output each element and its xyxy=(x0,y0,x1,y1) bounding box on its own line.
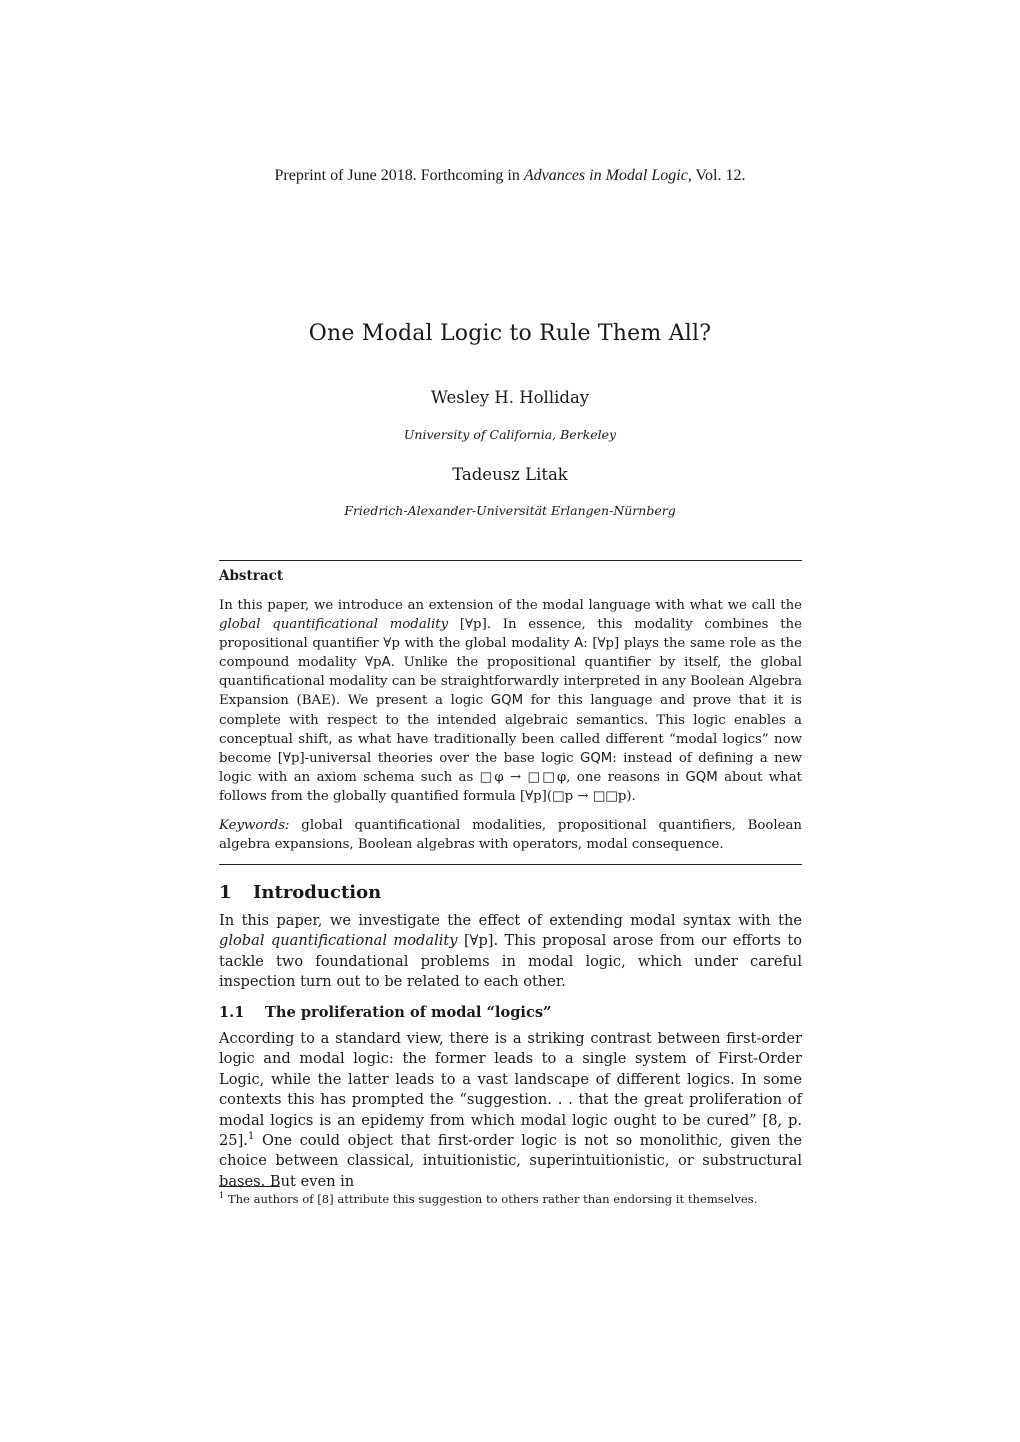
section-title: Introduction xyxy=(253,882,382,903)
author-affiliation: Friedrich-Alexander-Universität Erlangen-Nürnberg xyxy=(344,503,676,518)
abstract-text: In this paper, we introduce an extension of the modal language with what we call the global quantificational modality [∀p]. In essence, this modality combines the propositional quantifier ∀p with the global modality A: [∀p] plays the same role as the compound modality ∀pA. Unlike the propositional quantifier by itself, the global quantificational modality can be straightforwardly interpreted in any Boolean Algebra Expansion (BAE). We present a logic GQM for this language and prove that it is complete with respect to the intended algebraic semantics. This logic enables a conceptual shift, as what have traditionally been called different “modal logics” now become [∀p]-universal theories over the base logic GQM: instead of defining a new logic with an axiom schema such as □φ → □□φ, one reasons in GQM about what follows from the globally quantified formula [∀p](□p → □□p). xyxy=(219,598,802,804)
subsection-heading xyxy=(219,1004,551,1021)
keywords xyxy=(219,816,802,854)
venue-name: Advances in Modal Logic xyxy=(523,167,688,184)
preprint-prefix: Preprint of June 2018. Forthcoming in xyxy=(274,167,524,184)
section-number: 1 xyxy=(219,882,232,903)
intro-paragraph: In this paper, we investigate the effect of extending modal syntax with the global quantificational modality [∀p]. This proposal arose from our efforts to tackle two foundational problems in modal logic, which under careful inspection turn out to be related to each other. xyxy=(219,912,802,991)
abstract-heading: Abstract xyxy=(219,568,284,584)
keywords-text: global quantificational modalities, propositional quantifiers, Boolean algebra expansions, Boolean algebras with operators, modal consequence. xyxy=(219,818,802,853)
footnote xyxy=(219,1192,809,1206)
subsection-title: The proliferation of modal “logics” xyxy=(265,1004,552,1021)
abstract-top-rule xyxy=(219,560,802,561)
subsection-number: 1.1 xyxy=(219,1004,245,1021)
footnote-rule xyxy=(219,1186,280,1187)
subsection-paragraph: According to a standard view, there is a striking contrast between first-order logic and modal logic: the former leads to a single system of First-Order Logic, while the latter leads to a vast landscape of different logics. In some contexts this has prompted the “suggestion. . . that the great proliferation of modal logics is an epidemy from which modal logic ought to be cured” [8, p. 25].$^1$ One could object that first-order logic is not so monolithic, given the choice between classical, intuitionistic, superintuitionistic, or substructural bases. But even in xyxy=(219,1030,802,1190)
preprint-suffix: , Vol. 12. xyxy=(687,167,746,184)
author-name: Tadeusz Litak xyxy=(452,465,568,484)
author-name: Wesley H. Holliday xyxy=(430,388,590,407)
footnote-text: The authors of [8] attribute this suggestion to others rather than endorsing it themselves. xyxy=(227,1192,758,1206)
keywords-label: Keywords: xyxy=(219,818,290,833)
abstract-bottom-rule xyxy=(219,864,802,865)
preprint-note xyxy=(0,167,1020,185)
section-heading xyxy=(219,882,381,903)
author-affiliation: University of California, Berkeley xyxy=(403,427,617,442)
footnote-mark: 1 xyxy=(219,1190,225,1201)
paper-title: One Modal Logic to Rule Them All? xyxy=(308,321,712,346)
footnote-reference[interactable]: 1 xyxy=(247,1131,255,1143)
